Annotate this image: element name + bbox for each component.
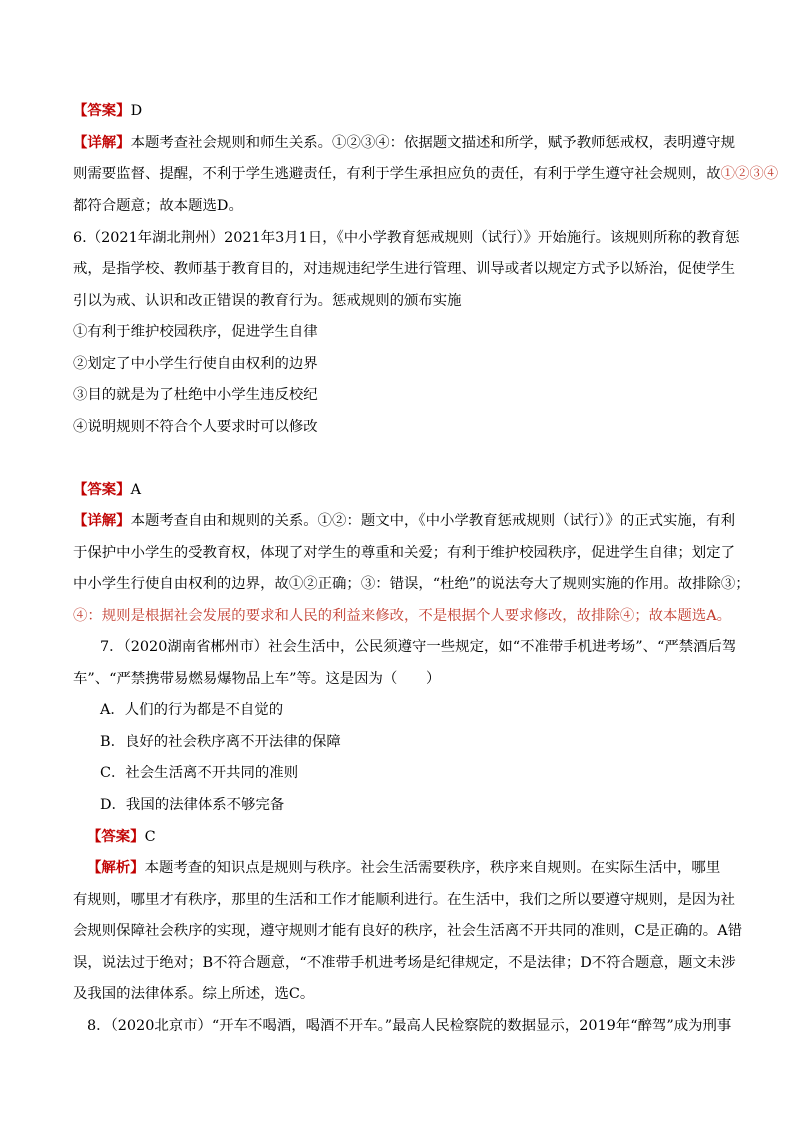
q7-analysis-3: 会规则保障社会秩序的实现，遵守规则才能有良好的秩序，社会生活离不开共同的准则，C是正确的。A错 xyxy=(73,923,742,939)
q7-stem-2: 车”、“严禁携带易燃易爆物品上车”等。这是因为（ ） xyxy=(73,671,441,687)
q6-item-3: ③目的就是为了杜绝中小学生违反校纪 xyxy=(73,387,318,403)
q6-detail-2: 于保护中小学生的受教育权，体现了对学生的尊重和关爱；有利于维护校园秩序，促进学生自律；划定了 xyxy=(73,545,735,561)
q6-item-1: ①有利于维护校园秩序，促进学生自律 xyxy=(73,324,318,340)
q7-analysis-1: 【解析】本题考查的知识点是规则与秩序。社会生活需要秩序，秩序来自规则。在实际生活中，哪里 xyxy=(87,859,721,876)
q6-item-4: ④说明规则不符合个人要求时可以修改 xyxy=(73,419,318,435)
q5-detail-1: 【详解】本题考查社会规则和师生关系。①②③④：依据题文描述和所学，赋予教师惩戒权，表明遵守规 xyxy=(73,134,735,151)
q7-analysis-5: 及我国的法律体系。综上所述，选C。 xyxy=(73,986,315,1002)
q7-answer: 【答案】C xyxy=(87,828,156,845)
q6-stem-3: 引以为戒、认识和改正错误的教育行为。惩戒规则的颁布实施 xyxy=(73,293,462,309)
q6-detail-4: ④：规则是根据社会发展的要求和人民的利益来修改，不是根据个人要求修改，故排除④；故本题选A。 xyxy=(73,608,731,624)
q6-answer: 【答案】A xyxy=(73,481,141,498)
q6-detail-3: 中小学生行使自由权利的边界，故①②正确；③：错误，“杜绝”的说法夸大了规则实施的作用。故排除③； xyxy=(73,576,750,592)
q6-stem-2: 戒，是指学校、教师基于教育目的，对违规违纪学生进行管理、训导或者以规定方式予以矫治，促使学生 xyxy=(73,261,735,277)
q7-option-b: B．良好的社会秩序离不开法律的保障 xyxy=(100,734,341,750)
q6-stem-1: 6.（2021年湖北荆州）2021年3月1日，《中小学教育惩戒规则（试行）》开始施行。该规则所称的教育惩 xyxy=(73,230,740,246)
q8-stem-1: 8．（2020北京市）“开车不喝酒，喝酒不开车。”最高人民检察院的数据显示，2019年“醉驾”成为刑事 xyxy=(87,1018,732,1034)
q7-option-c: C．社会生活离不开共同的准则 xyxy=(100,765,299,781)
q5-detail-3: 都符合题意；故本题选D。 xyxy=(73,198,243,214)
q5-answer: 【答案】D xyxy=(73,102,143,119)
q7-analysis-2: 有规则，哪里才有秩序，那里的生活和工作才能顺利进行。在生活中，我们之所以要遵守规则，是因为社 xyxy=(73,892,735,908)
q6-detail-1: 【详解】本题考查自由和规则的关系。①②：题文中，《中小学教育惩戒规则（试行）》的正式实施，有利 xyxy=(73,512,735,529)
q7-analysis-4: 误，说法过于绝对；B不符合题意，“不准带手机进考场是纪律规定，不是法律；D不符合题意，题文未涉 xyxy=(73,955,736,971)
q7-stem-1: 7．（2020湖南省郴州市）社会生活中，公民须遵守一些规定，如“不准带手机进考场”、“严禁酒后驾 xyxy=(100,639,737,655)
q7-option-a: A．人们的行为都是不自觉的 xyxy=(100,702,284,718)
q5-detail-2: 则需要监督、提醒，不利于学生逃避责任，有利于学生承担应负的责任，有利于学生遵守社会规则，故①②③④ xyxy=(73,166,779,182)
q6-item-2: ②划定了中小学生行使自由权利的边界 xyxy=(73,356,318,372)
q7-option-d: D．我国的法律体系不够完备 xyxy=(100,797,285,813)
